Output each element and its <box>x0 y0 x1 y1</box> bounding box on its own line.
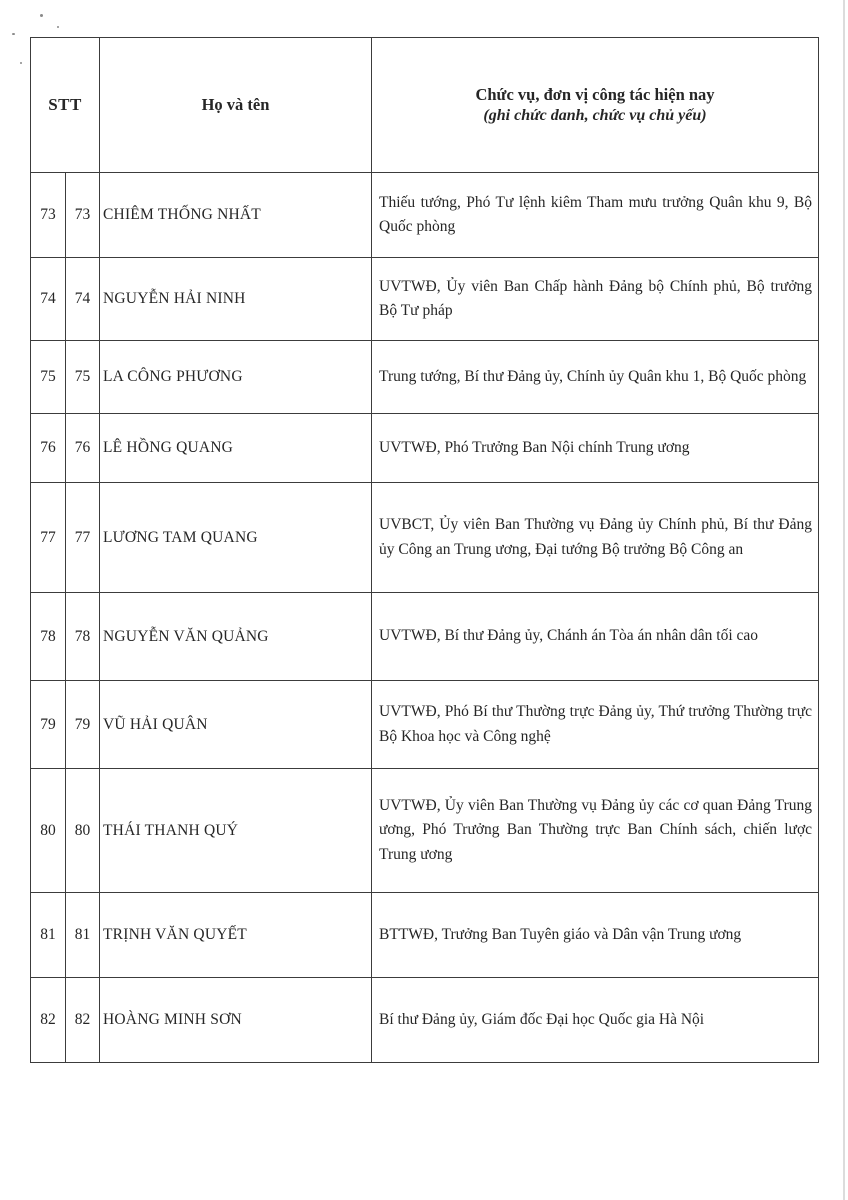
row-number: 82 <box>31 978 66 1063</box>
officials-table <box>30 37 819 1063</box>
row-number: 79 <box>31 681 66 769</box>
row-position: BTTWĐ, Trưởng Ban Tuyên giáo và Dân vận Trung ương <box>372 893 819 978</box>
scan-speck <box>40 14 43 17</box>
row-position: UVTWĐ, Ủy viên Ban Thường vụ Đảng ủy các cơ quan Đảng Trung ương, Phó Trưởng Ban Thường trực Ban Chính sách, chiến lược Trung ương <box>372 769 819 893</box>
row-full-name: TRỊNH VĂN QUYẾT <box>100 893 372 978</box>
row-number-duplicate: 76 <box>66 414 100 483</box>
row-number-duplicate: 75 <box>66 341 100 414</box>
row-full-name: CHIÊM THỐNG NHẤT <box>100 173 372 258</box>
row-number-duplicate: 74 <box>66 258 100 341</box>
row-number-duplicate: 79 <box>66 681 100 769</box>
table-row <box>31 593 819 681</box>
row-number-duplicate: 81 <box>66 893 100 978</box>
row-full-name: LA CÔNG PHƯƠNG <box>100 341 372 414</box>
row-full-name: LÊ HỒNG QUANG <box>100 414 372 483</box>
scan-speck <box>12 33 15 35</box>
row-number-duplicate: 77 <box>66 483 100 593</box>
table-row <box>31 978 819 1063</box>
row-full-name: THÁI THANH QUÝ <box>100 769 372 893</box>
table-row <box>31 893 819 978</box>
table-row <box>31 769 819 893</box>
table-row <box>31 341 819 414</box>
row-full-name: HOÀNG MINH SƠN <box>100 978 372 1063</box>
row-full-name: NGUYỄN HẢI NINH <box>100 258 372 341</box>
header-position-title: Chức vụ, đơn vị công tác hiện nay <box>475 85 715 104</box>
header-stt: STT <box>31 38 100 173</box>
table-row <box>31 173 819 258</box>
table-row <box>31 483 819 593</box>
row-position: UVTWĐ, Phó Bí thư Thường trực Đảng ủy, Thứ trưởng Thường trực Bộ Khoa học và Công nghệ <box>372 681 819 769</box>
header-position-subtitle: (ghi chức danh, chức vụ chủ yếu) <box>483 107 707 124</box>
row-number: 73 <box>31 173 66 258</box>
row-number: 80 <box>31 769 66 893</box>
header-position <box>372 38 819 173</box>
table-row <box>31 258 819 341</box>
row-position: Bí thư Đảng ủy, Giám đốc Đại học Quốc gia Hà Nội <box>372 978 819 1063</box>
row-number: 76 <box>31 414 66 483</box>
row-number: 81 <box>31 893 66 978</box>
row-number-duplicate: 73 <box>66 173 100 258</box>
scan-speck <box>57 26 59 28</box>
row-full-name: VŨ HẢI QUÂN <box>100 681 372 769</box>
row-number-duplicate: 80 <box>66 769 100 893</box>
scan-speck <box>20 62 22 64</box>
table-header-row <box>31 38 819 173</box>
scan-edge-line <box>843 0 845 1200</box>
row-full-name: NGUYỄN VĂN QUẢNG <box>100 593 372 681</box>
row-position: UVTWĐ, Phó Trưởng Ban Nội chính Trung ương <box>372 414 819 483</box>
row-position: UVTWĐ, Bí thư Đảng ủy, Chánh án Tòa án nhân dân tối cao <box>372 593 819 681</box>
table-row <box>31 681 819 769</box>
row-number: 77 <box>31 483 66 593</box>
row-number: 75 <box>31 341 66 414</box>
header-name: Họ và tên <box>100 38 372 173</box>
row-number: 74 <box>31 258 66 341</box>
row-position: UVTWĐ, Ủy viên Ban Chấp hành Đảng bộ Chính phủ, Bộ trưởng Bộ Tư pháp <box>372 258 819 341</box>
row-position: UVBCT, Ủy viên Ban Thường vụ Đảng ủy Chính phủ, Bí thư Đảng ủy Công an Trung ương, Đại tướng Bộ trưởng Bộ Công an <box>372 483 819 593</box>
row-number-duplicate: 82 <box>66 978 100 1063</box>
row-number-duplicate: 78 <box>66 593 100 681</box>
row-position: Thiếu tướng, Phó Tư lệnh kiêm Tham mưu trưởng Quân khu 9, Bộ Quốc phòng <box>372 173 819 258</box>
row-position: Trung tướng, Bí thư Đảng ủy, Chính ủy Quân khu 1, Bộ Quốc phòng <box>372 341 819 414</box>
table-row <box>31 414 819 483</box>
row-number: 78 <box>31 593 66 681</box>
row-full-name: LƯƠNG TAM QUANG <box>100 483 372 593</box>
